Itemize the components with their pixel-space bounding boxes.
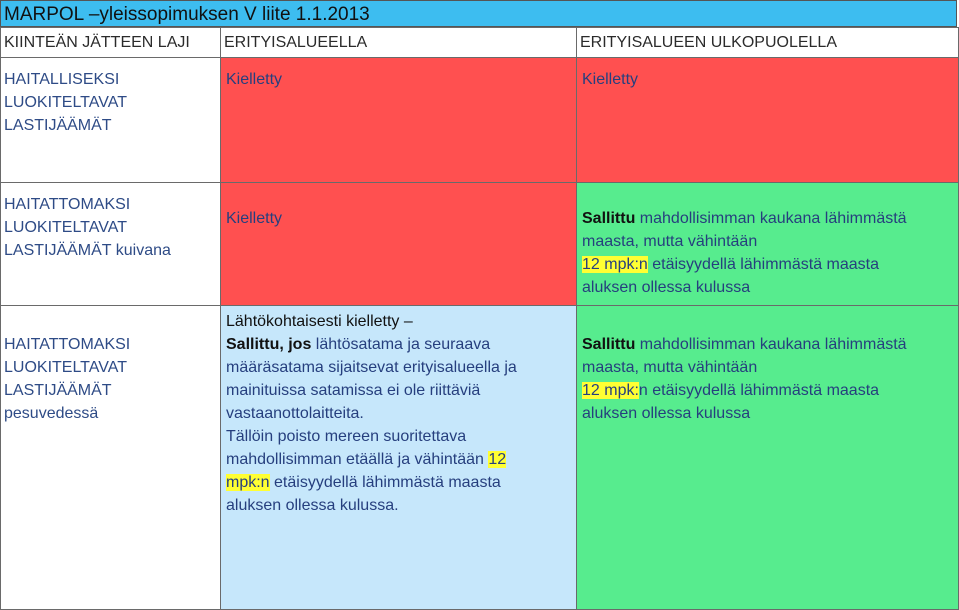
row-label: HAITATTOMAKSI LUOKITELTAVAT LASTIJÄÄMÄT pesuvedessä: [1, 306, 221, 610]
rule-inside-special-area: Kielletty: [221, 58, 577, 183]
row-label: HAITATTOMAKSI LUOKITELTAVAT LASTIJÄÄMÄT kuivana: [1, 183, 221, 306]
column-header-outside-special-area: ERITYISALUEEN ULKOPUOLELLA: [577, 28, 959, 58]
table-row: [1, 183, 959, 306]
column-header-special-area: ERITYISALUEELLA: [221, 28, 577, 58]
table-row: [1, 306, 959, 610]
header-row: [1, 28, 959, 58]
waste-rules-table: [0, 27, 959, 610]
page-title: MARPOL –yleissopimuksen V liite 1.1.2013: [0, 0, 957, 27]
rule-outside-special-area: Kielletty: [577, 58, 959, 183]
rule-inside-special-area: Kielletty: [221, 183, 577, 306]
rule-inside-special-area: Lähtökohtaisesti kielletty – Sallittu, jos lähtösatama ja seuraava määräsatama sijaitsevat erityisalueella ja mainituissa satamissa ei ole riittäviä vastaanottolaitteita. Tällöin poisto mereen suoritettava mahdollisimman etäällä ja vähintään 12 mpk:n etäisyydellä lähimmästä maasta aluksen ollessa kulussa.: [221, 306, 577, 610]
column-header-waste-type: KIINTEÄN JÄTTEEN LAJI: [1, 28, 221, 58]
rule-outside-special-area: Sallittu mahdollisimman kaukana lähimmästä maasta, mutta vähintään 12 mpk:n etäisyydellä lähimmästä maasta aluksen ollessa kulussa: [577, 183, 959, 306]
rule-outside-special-area: Sallittu mahdollisimman kaukana lähimmästä maasta, mutta vähintään 12 mpk:n etäisyydellä lähimmästä maasta aluksen ollessa kulussa: [577, 306, 959, 610]
table-row: [1, 58, 959, 183]
row-label: HAITALLISEKSI LUOKITELTAVAT LASTIJÄÄMÄT: [1, 58, 221, 183]
